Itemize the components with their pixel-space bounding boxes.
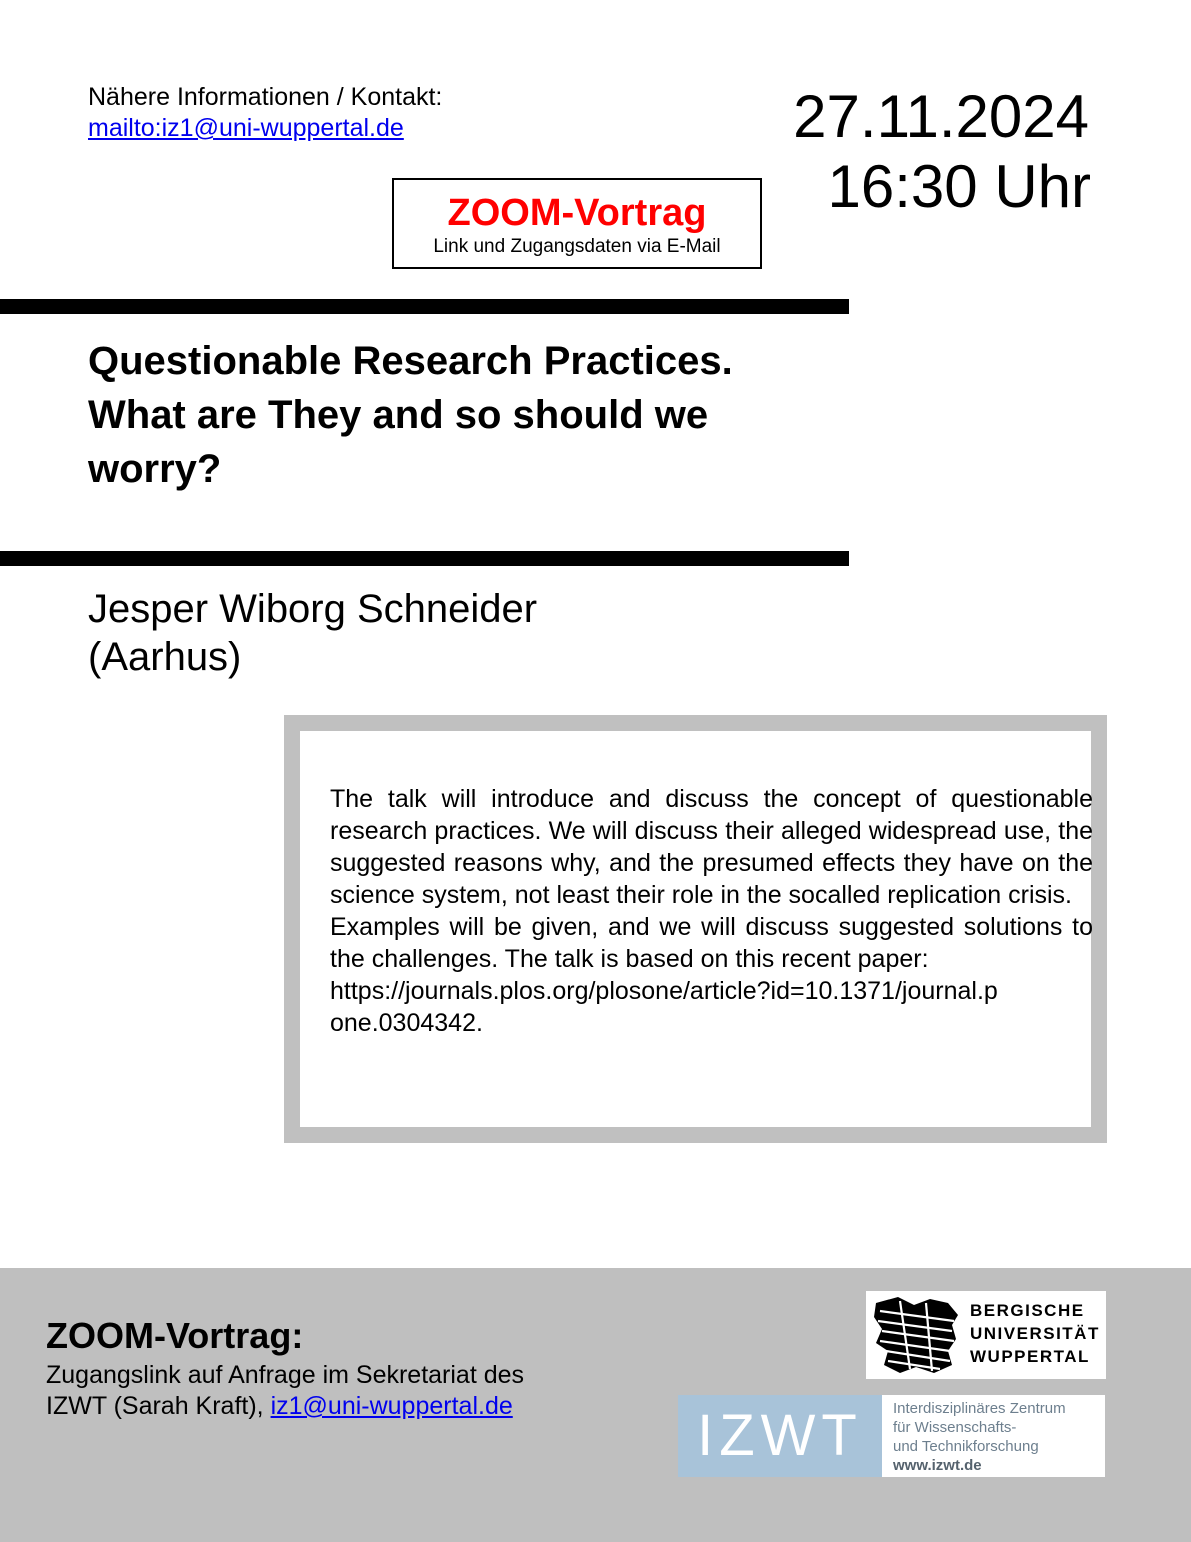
abstract-box bbox=[284, 715, 1107, 1143]
university-name-line: BERGISCHE bbox=[970, 1301, 1085, 1320]
contact-label: Nähere Informationen / Kontakt: bbox=[88, 83, 443, 111]
zoom-box-subtitle: Link und Zugangsdaten via E-Mail bbox=[433, 236, 721, 257]
izwt-name bbox=[893, 1399, 1066, 1475]
university-name bbox=[970, 1299, 1100, 1368]
footer-text: Zugangslink auf Anfrage im Sekretariat des bbox=[46, 1361, 525, 1389]
izwt-url: www.izwt.de bbox=[893, 1457, 982, 1474]
university-logo bbox=[866, 1291, 1106, 1379]
izwt-name-line: und Technikforschung bbox=[893, 1438, 1039, 1455]
speaker bbox=[88, 585, 537, 681]
contact-email-link[interactable]: mailto:iz1@uni-wuppertal.de bbox=[88, 114, 404, 142]
izwt-name-line: für Wissenschafts- bbox=[893, 1419, 1017, 1436]
event-time: 16:30 Uhr bbox=[827, 153, 1091, 220]
speaker-name: Jesper Wiborg Schneider bbox=[88, 587, 538, 631]
lion-icon bbox=[870, 1295, 962, 1375]
event-date: 27.11.2024 bbox=[793, 83, 1089, 150]
top-divider bbox=[0, 299, 849, 314]
bottom-divider bbox=[0, 551, 849, 566]
abstract-paragraph: The talk will introduce and discuss the concept of questionable research practices. We will discuss their alleged widespread use, the suggested reasons why, and the presumed effects they have on the science system, not least their role in the socalled replication crisis. bbox=[330, 785, 1093, 909]
abstract-text bbox=[330, 783, 1093, 1039]
footer-email-link[interactable]: iz1@uni-wuppertal.de bbox=[270, 1392, 513, 1420]
talk-title-line: worry? bbox=[88, 447, 222, 491]
zoom-info-box bbox=[392, 178, 762, 269]
talk-title bbox=[88, 334, 848, 496]
university-name-line: WUPPERTAL bbox=[970, 1347, 1090, 1366]
talk-title-line: What are They and so should we bbox=[88, 393, 709, 437]
talk-title-line: Questionable Research Practices. bbox=[88, 339, 733, 383]
university-name-line: UNIVERSITÄT bbox=[970, 1324, 1100, 1343]
abstract-paragraph: Examples will be given, and we will discuss suggested solutions to the challenges. The talk is based on this recent paper: bbox=[330, 913, 1093, 973]
izwt-name-line: Interdisziplinäres Zentrum bbox=[893, 1400, 1066, 1417]
footer-text-prefix: IZWT (Sarah Kraft), bbox=[46, 1392, 271, 1420]
paper-url bbox=[330, 975, 1093, 1039]
footer-text bbox=[46, 1391, 513, 1422]
izwt-logo bbox=[678, 1395, 1105, 1477]
paper-url-part: https://journals.plos.org/plosone/article?id=10.1371/journal.p bbox=[330, 977, 998, 1005]
paper-url-part: one.0304342. bbox=[330, 1009, 483, 1037]
izwt-mark: IZWT bbox=[678, 1395, 882, 1477]
abstract-inner bbox=[300, 731, 1091, 1127]
zoom-box-title: ZOOM-Vortrag bbox=[447, 192, 707, 234]
footer-title: ZOOM-Vortrag: bbox=[46, 1315, 304, 1356]
speaker-affiliation: (Aarhus) bbox=[88, 635, 242, 679]
